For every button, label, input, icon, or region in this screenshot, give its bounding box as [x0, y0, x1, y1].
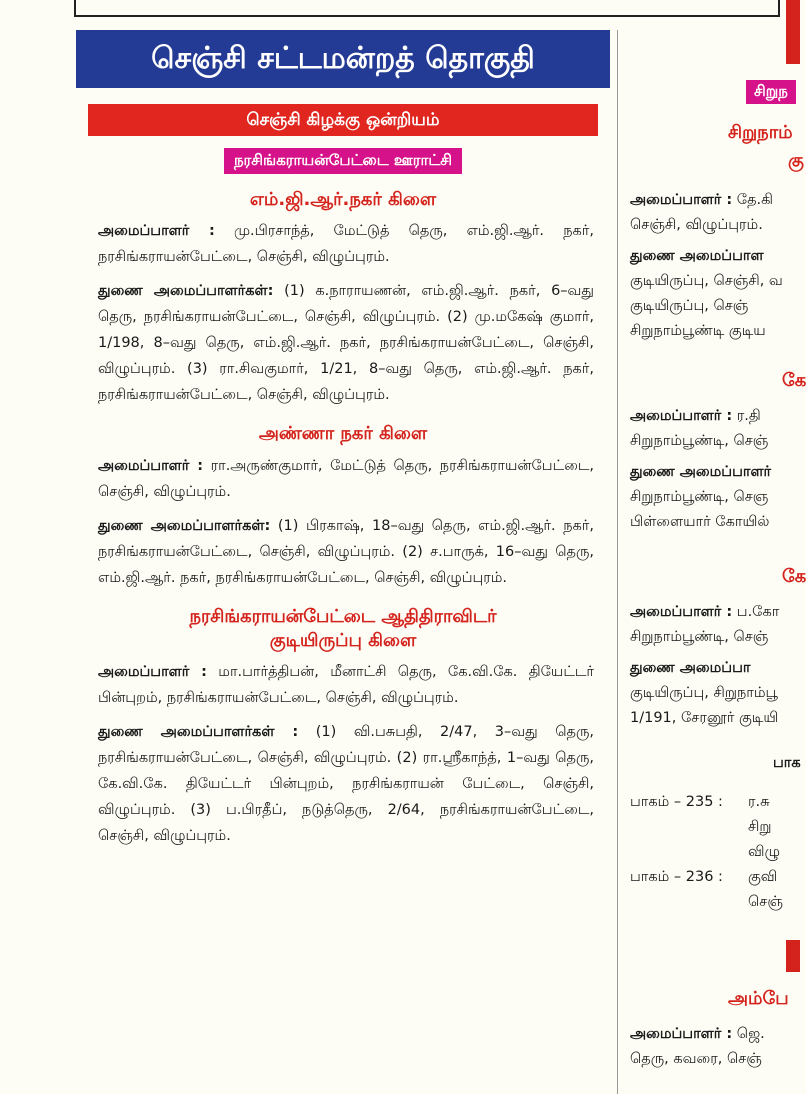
right-line: குடியிருப்பு, செஞ்சி, வ — [630, 273, 783, 289]
part-value: சிறு — [748, 819, 772, 835]
left-column — [78, 30, 608, 857]
right-deputies — [630, 244, 783, 269]
page-title: செஞ்சி சட்டமன்றத் தொகுதி — [76, 30, 610, 88]
part-label: பாகம் – 236 : — [630, 869, 723, 885]
branch-title — [78, 605, 608, 654]
right-branch-title: சிறுநாம் — [728, 122, 793, 143]
right-organizer — [630, 600, 779, 625]
right-deputies-label: துணை அமைப்பா — [630, 660, 751, 676]
right-line: குடியிருப்பு, சிறுநாம்பூ — [630, 685, 778, 701]
right-organizer-label: அமைப்பாளர் : — [630, 408, 733, 424]
right-column-cropped — [628, 0, 806, 1094]
right-organizer-label: அமைப்பாளர் : — [630, 604, 733, 620]
part-value: குவி — [748, 869, 778, 885]
right-line: 1/191, சேரனூர் குடியி — [630, 710, 779, 726]
organizer-text: மு.பிரசாந்த், மேட்டுத் தெரு, எம்.ஜி.ஆர். நகர், நரசிங்கராயன்பேட்டை, செஞ்சி, விழுப்புரம். — [98, 223, 594, 266]
part-label — [630, 890, 748, 915]
right-line: சிறுநாம்பூண்டி, செஞ — [630, 489, 769, 505]
union-heading: செஞ்சி கிழக்கு ஒன்றியம் — [88, 104, 598, 136]
right-line: குடியிருப்பு, செஞ் — [630, 298, 749, 314]
right-line: பிள்ளையார் கோயில் — [630, 514, 770, 530]
deputies-text: (1) க.நாராயணன், எம்.ஜி.ஆர். நகர், 6–வது தெரு, நரசிங்கராயன்பேட்டை, செஞ்சி, விழுப்புரம். (2) மு.மகேஷ் குமார், 1/198, 8–வது தெரு, எம்.ஜி.ஆர். நகர், நரசிங்கராயன்பேட்டை, செஞ்சி, விழுப்புரம். (3) ரா.சிவகுமார், 1/21, 8–வது தெரு, எம்.ஜி.ஆர். நகர், நரசிங்கராயன்பேட்டை, செஞ்சி, விழுப்புரம். — [98, 283, 594, 404]
right-organizer-text: தே.கி — [732, 192, 774, 208]
deputies-label: துணை அமைப்பாளர்கள்: — [98, 283, 274, 300]
organizer-label: அமைப்பாளர் : — [98, 223, 215, 240]
organizer-paragraph — [78, 453, 608, 505]
organizer-text: மா.பார்த்திபன், மீனாட்சி தெரு, கே.வி.கே. தியேட்டர் பின்புறம், நரசிங்கராயன்பேட்டை, செஞ்சி, விழுப்புரம். — [98, 664, 595, 707]
column-divider-top-left — [74, 0, 76, 16]
right-line: சிறுநாம்பூண்டி, செஞ் — [630, 433, 769, 449]
organizer-label: அமைப்பாளர் : — [98, 664, 207, 681]
right-line: தெரு, கவரை, செஞ் — [630, 1051, 762, 1067]
branch-title: அண்ணா நகர் கிளை — [258, 423, 428, 445]
deputies-paragraph — [78, 278, 608, 408]
right-organizer — [630, 1022, 765, 1047]
right-branch-title: அம்பே — [728, 988, 789, 1009]
right-branch-title-cont: கு — [788, 150, 804, 171]
right-branch-title: கே — [782, 566, 806, 587]
right-pink-heading: சிறுந — [746, 80, 796, 104]
right-part-row — [630, 865, 783, 890]
branch-title-line2: குடியிருப்பு கிளை — [269, 629, 417, 651]
panchayat-heading: நரசிங்கராயன்பேட்டை ஊராட்சி — [224, 148, 462, 174]
organizer-paragraph — [78, 218, 608, 270]
right-deputies — [630, 460, 771, 485]
part-value: விழு — [748, 844, 780, 860]
right-deputies-label: துணை அமைப்பாளர் — [630, 464, 772, 480]
right-line: சிறுநாம்பூண்டி, செஞ் — [630, 629, 769, 645]
right-deputies-label: துணை அமைப்பாள — [630, 248, 764, 264]
right-subheading: பாக — [773, 755, 801, 771]
right-deputies — [630, 656, 779, 681]
right-organizer-text: ர.தி — [732, 408, 761, 424]
right-organizer-label: அமைப்பாளர் : — [630, 1026, 733, 1042]
organizer-label: அமைப்பாளர் : — [98, 457, 204, 474]
right-branch-title: கே — [782, 370, 806, 391]
right-part-row — [630, 790, 783, 815]
part-label: பாகம் – 235 : — [630, 794, 723, 810]
deputies-paragraph — [78, 719, 608, 849]
right-line: சிறுநாம்பூண்டி குடிய — [630, 323, 766, 339]
branch-title: எம்.ஜி.ஆர்.நகர் கிளை — [249, 189, 437, 210]
deputies-text: (1) வி.பசுபதி, 2/47, 3–வது தெரு, நரசிங்கராயன்பேட்டை, செஞ்சி, விழுப்புரம். (2) ரா.ஸ்ரீகாந்த், 1–வது தெரு, கே.வி.கே. தியேட்டர் பின்புறம், நரசிங்கராயன் பேட்டை, செஞ்சி, விழுப்புரம். (3) ப.பிரதீப், நடுத்தெரு, 2/64, நரசிங்கராயன்பேட்டை, செஞ்சி, விழுப்புரம். — [98, 724, 594, 845]
part-label — [630, 840, 748, 865]
right-organizer-text: ஜெ. — [732, 1026, 765, 1042]
right-part-row — [630, 890, 783, 915]
right-line: செஞ்சி, விழுப்புரம். — [630, 217, 763, 233]
branch-title-line1: நரசிங்கராயன்பேட்டை ஆதிதிராவிடர் — [189, 605, 497, 627]
deputies-label: துணை அமைப்பாளர்கள் : — [98, 724, 299, 741]
deputies-text: (1) பிரகாஷ், 18–வது தெரு, எம்.ஜி.ஆர். நகர், நரசிங்கராயன்பேட்டை, செஞ்சி, விழுப்புரம். (2) ச.பாருக், 16–வது தெரு, எம்.ஜி.ஆர். நகர், நரசிங்கராயன்பேட்டை, செஞ்சி, விழுப்புரம். — [98, 517, 594, 586]
part-label — [630, 815, 748, 840]
column-divider — [617, 30, 618, 1094]
right-organizer — [630, 188, 783, 213]
right-organizer-text: ப.கோ — [732, 604, 780, 620]
organizer-paragraph — [78, 659, 608, 711]
right-part-row — [630, 815, 783, 840]
right-organizer-label: அமைப்பாளர் : — [630, 192, 733, 208]
part-value: செஞ் — [748, 894, 783, 910]
part-value: ர.சு — [748, 794, 770, 810]
right-part-row — [630, 840, 783, 865]
deputies-label: துணை அமைப்பாளர்கள்: — [98, 517, 271, 534]
deputies-paragraph — [78, 513, 608, 591]
right-organizer — [630, 404, 771, 429]
organizer-text: ரா.அருண்குமார், மேட்டுத் தெரு, நரசிங்கராயன்பேட்டை, செஞ்சி, விழுப்புரம். — [98, 457, 594, 500]
